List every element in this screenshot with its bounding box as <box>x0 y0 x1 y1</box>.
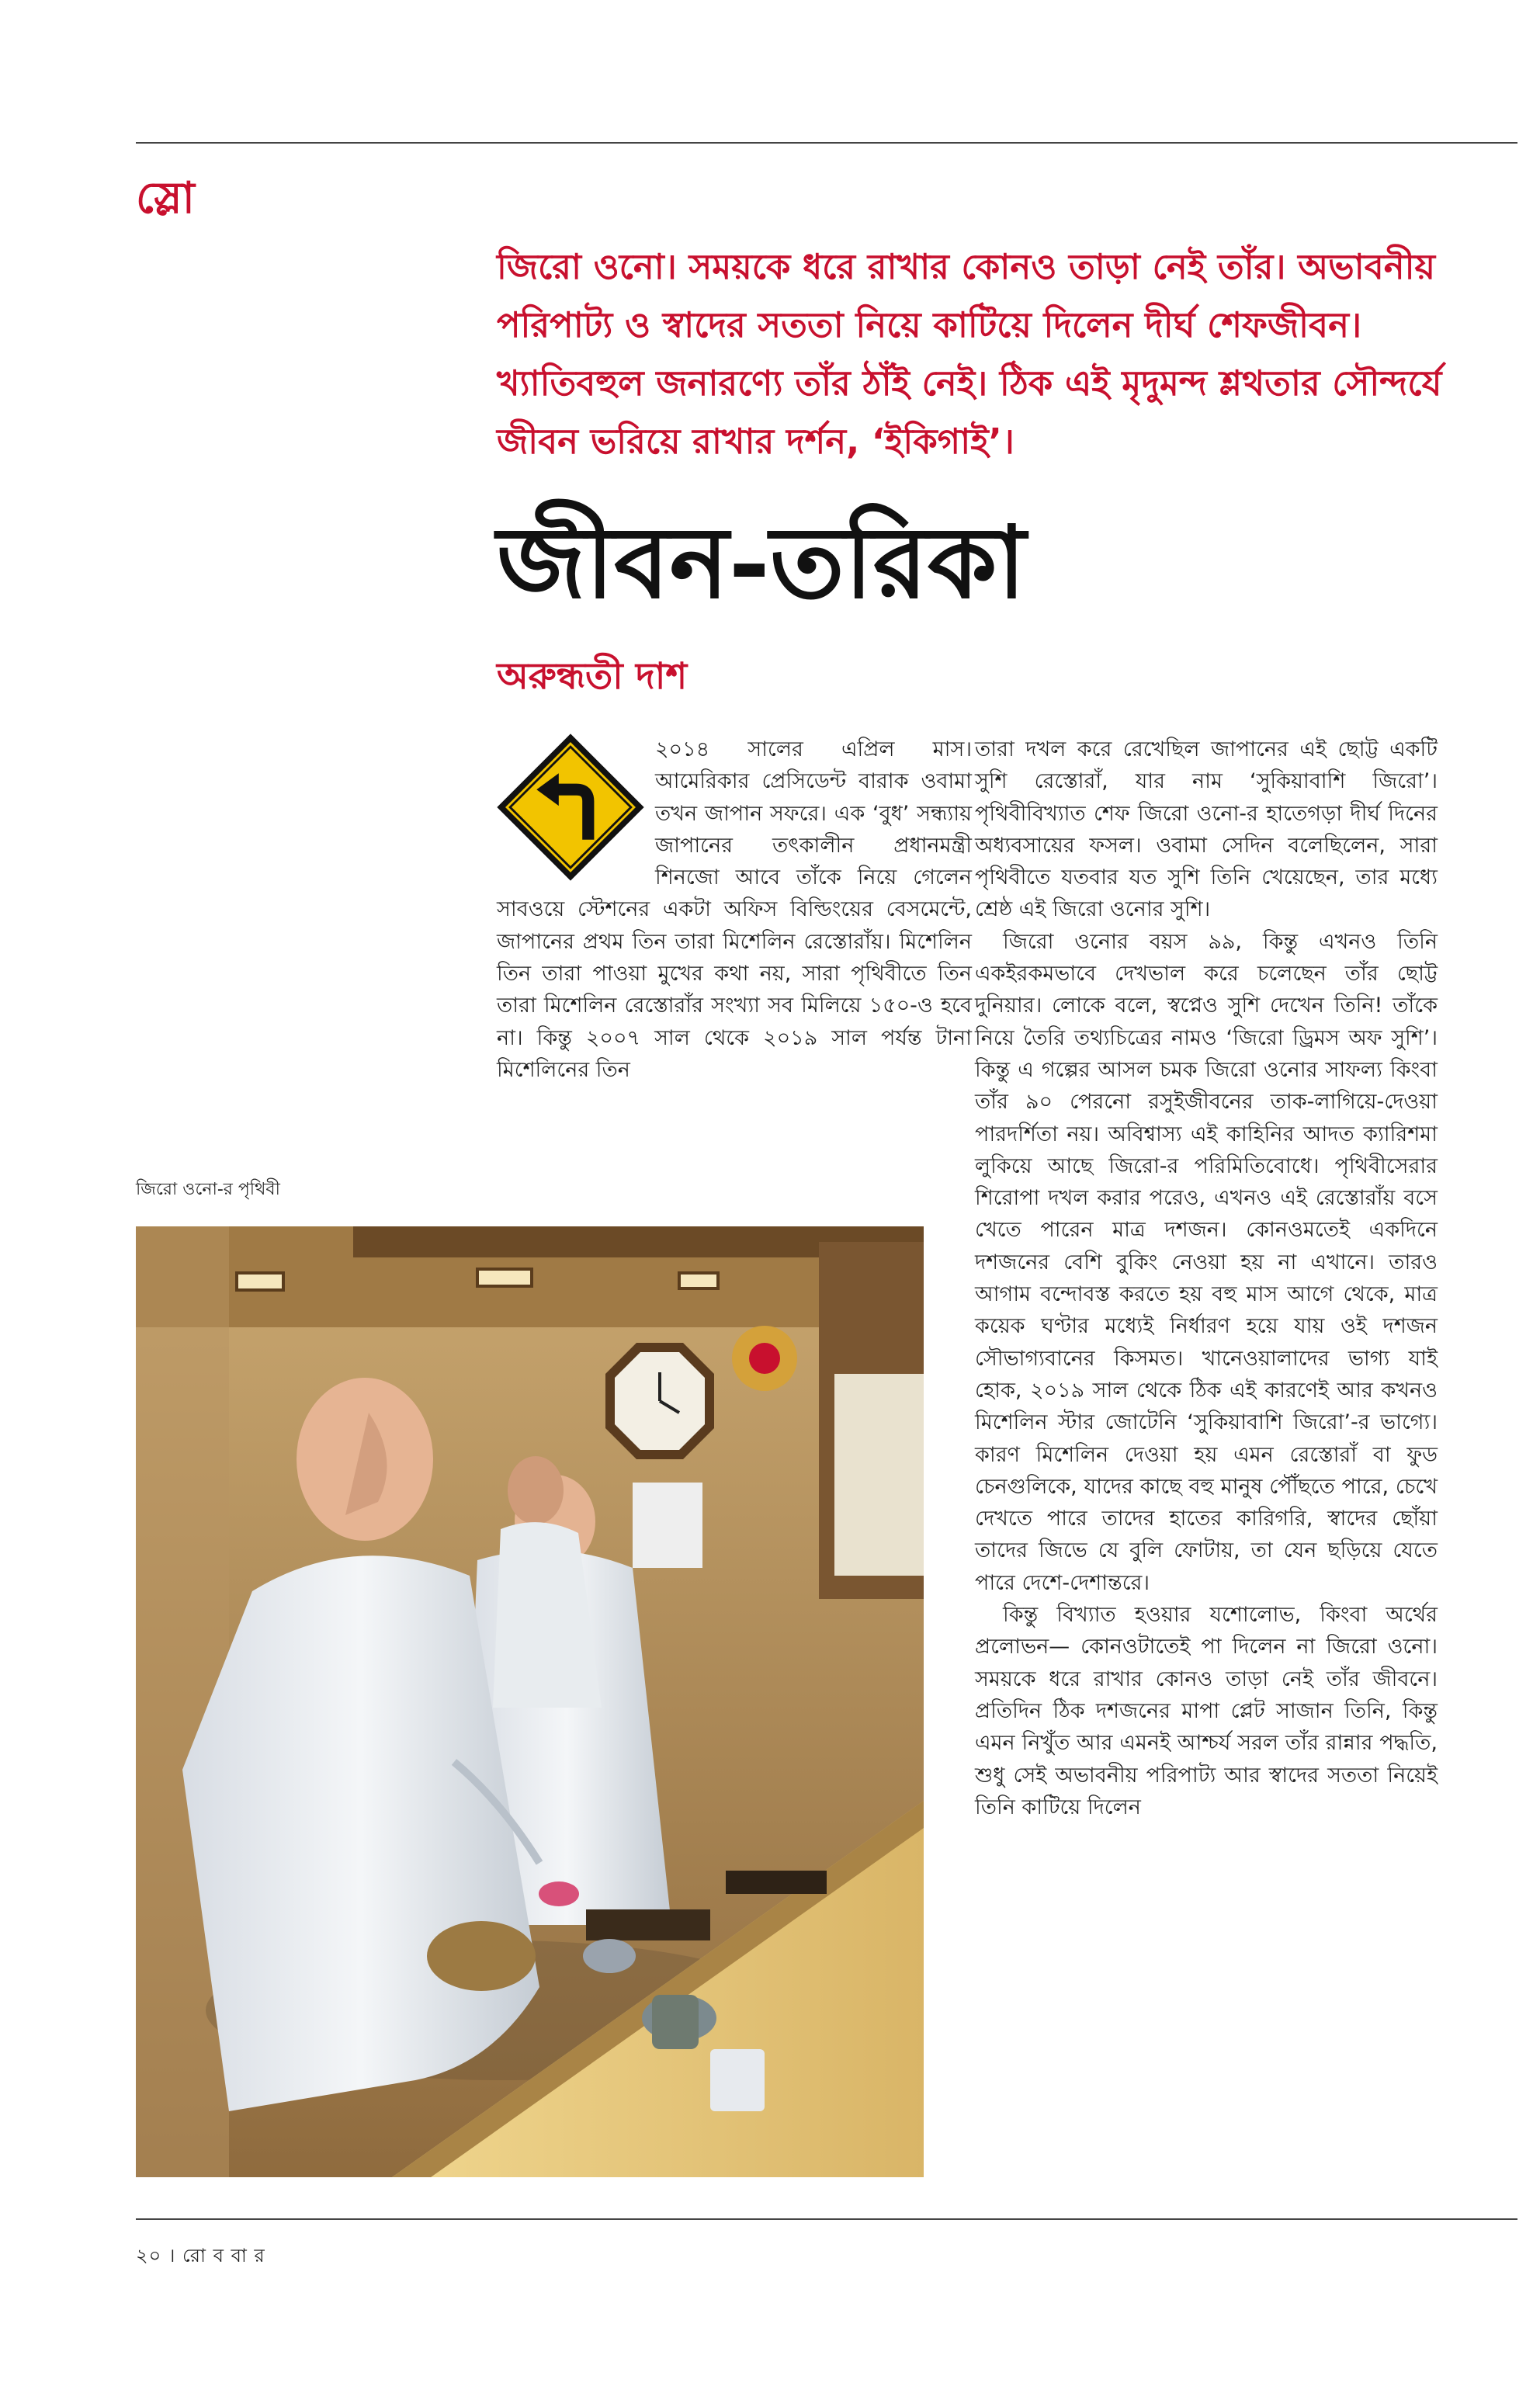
photo-caption: জিরো ওনো-র পৃথিবী <box>136 1180 280 1199</box>
article-column-right <box>975 734 1438 1823</box>
headline: জীবন-তরিকা <box>497 505 1026 621</box>
sushi-bar-illustration <box>136 1226 924 2177</box>
article-paragraph: কিন্তু বিখ্যাত হওয়ার যশোলোভ, কিংবা অর্থের প্রলোভন— কোনওটাতেই পা দিলেন না জিরো ওনো। সময়কে ধরে রাখার কোনও তাড়া নেই তাঁর জীবনে। প্রতিদিন ঠিক দশজনের মাপা প্লেট সাজান তিনি, কিন্তু এমন নিখুঁত আর এমনই আশ্চর্য সরল তাঁর রান্নার পদ্ধতি, শুধু সেই অভাবনীয় পরিপাট্য আর স্বাদের সততা নিয়েই তিনি কাটিয়ে দিলেন <box>975 1603 1438 1819</box>
bottom-rule <box>136 2218 1517 2220</box>
byline: অরুন্ধতী দাশ <box>497 655 688 698</box>
article-paragraph: জিরো ওনোর বয়স ৯৯, কিন্তু এখনও তিনি একইরকমভাবে দেখভাল করে চলেছেন তাঁর ছোট্ট দুনিয়ার। লোকে বলে, স্বপ্নেও সুশি দেখেন তিনি! তাঁকে নিয়ে তৈরি তথ্যচিত্রের নামও ‘জিরো ড্রিমস অফ সুশি’। কিন্তু এ গল্পের আসল চমক জিরো ওনোর সাফল্য কিংবা তাঁর ৯০ পেরনো রসুইজীবনের তাক-লাগিয়ে-দেওয়া পারদর্শিতা নয়। অবিশ্বাস্য এই কাহিনির আদত ক্যারিশমা লুকিয়ে আছে জিরো-র পরিমিতিবোধে। পৃথিবীসেরার শিরোপা দখল করার পরেও, এখনও এই রেস্তোরাঁয় বসে খেতে পারেন মাত্র দশজন। কোনওমতেই একদিনে দশজনের বেশি বুকিং নেওয়া হয় না এখানে। তারও আগাম বন্দোবস্ত করতে হয় বহু মাস আগে থেকে, মাত্র কয়েক ঘণ্টার মধ্যেই নির্ধারণ হয়ে যায় ওই দশজন সৌভাগ্যবানের কিসমত। খানেওয়ালাদের ভাগ্য যাই হোক, ২০১৯ সাল থেকে ঠিক এই কারণেই আর কখনও মিশেলিন স্টার জোটেনি ‘সুকিয়াবাশি জিরো’-র ভাগ্যে। কারণ মিশেলিন দেওয়া হয় এমন রেস্তোরাঁ বা ফুড চেনগুলিকে, যাদের কাছে বহু মানুষ পৌঁছতে পারে, চেখে দেখতে পারে তাদের হাতের কারিগরি, স্বাদের ছোঁয়া তাদের জিভে যে বুলি ফোটায়, তা যেন ছড়িয়ে যেতে পারে দেশে-দেশান্তরে। <box>975 929 1438 1595</box>
article-column-left <box>497 734 972 1086</box>
article-paragraph: তারা দখল করে রেখেছিল জাপানের এই ছোট্ট একটি সুশি রেস্তোরাঁ, যার নাম ‘সুকিয়াবাশি জিরো’। পৃথিবীবিখ্যাত শেফ জিরো ওনো-র হাতেগড়া দীর্ঘ দিনের অধ্যবসায়ের ফসল। ওবামা সেদিন বলেছিলেন, সারা পৃথিবীতে যতবার যত সুশি তিনি খেয়েছেন, তার মধ্যে শ্রেষ্ঠ এই জিরো ওনোর সুশি। <box>975 737 1438 922</box>
page-footer: ২০ । রো ব বা র <box>136 2245 265 2266</box>
left-turn-road-sign-icon <box>497 734 644 881</box>
section-label: স্লো <box>136 172 195 224</box>
standfirst: জিরো ওনো। সময়কে ধরে রাখার কোনও তাড়া নেই তাঁর। অভাবনীয় পরিপাট্য ও স্বাদের সততা নিয়ে কাটিয়ে দিলেন দীর্ঘ শেফজীবন। খ্যাতিবহুল জনারণ্যে তাঁর ঠাঁই নেই। ঠিক এই মৃদুমন্দ শ্লথতার সৌন্দর্যে জীবন ভরিয়ে রাখার দর্শন, ‘ইকিগাই’। <box>497 246 1442 462</box>
article-paragraph: ২০১৪ সালের এপ্রিল মাস। আমেরিকার প্রেসিডেন্ট বারাক ওবামা তখন জাপান সফরে। এক ‘বুধ’ সন্ধ্যায় জাপানের তৎকালীন প্রধানমন্ত্রী শিনজো আবে তাঁকে নিয়ে গেলেন সাবওয়ে স্টেশনের একটা অফিস বিল্ডিংয়ের বেসমেন্টে, জাপানের প্রথম তিন তারা মিশেলিন রেস্তোরাঁয়। মিশেলিন তিন তারা পাওয়া মুখের কথা নয়, সারা পৃথিবীতে তিন তারা মিশেলিন রেস্তোরাঁর সংখ্যা সব মিলিয়ে ১৫০-ও হবে না। কিন্তু ২০০৭ সাল থেকে ২০১৯ সাল পর্যন্ত টানা মিশেলিনের তিন <box>497 737 972 1082</box>
sushi-bar-photo <box>136 1226 924 2177</box>
top-rule <box>136 142 1517 144</box>
